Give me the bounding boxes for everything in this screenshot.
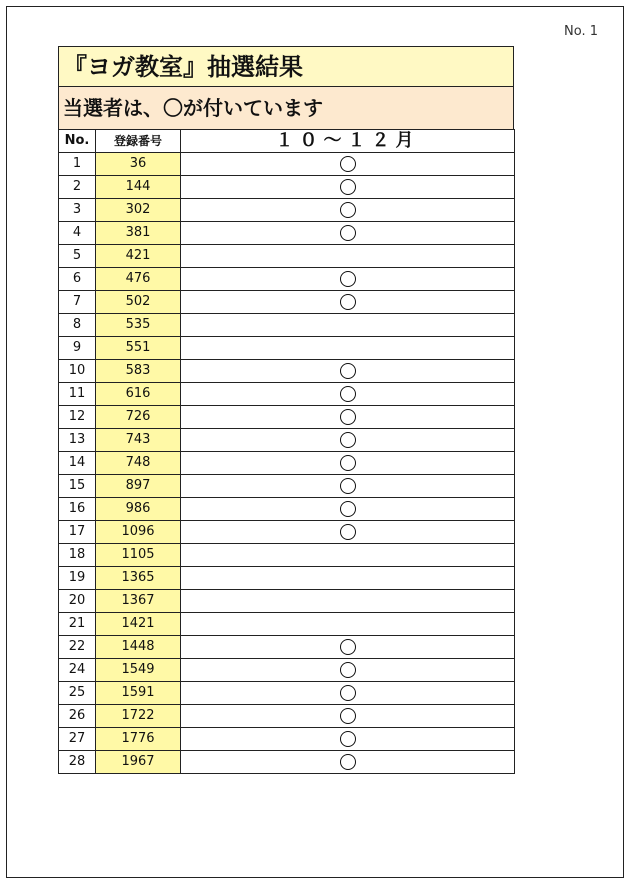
row-no: 26 [59,705,96,728]
result-cell [181,682,515,705]
row-no: 18 [59,544,96,567]
winner-circle-mark [340,501,356,517]
row-no: 8 [59,314,96,337]
row-no: 21 [59,613,96,636]
result-cell [181,268,515,291]
result-cell [181,544,515,567]
winner-circle-mark [340,731,356,747]
row-no: 6 [59,268,96,291]
registration-number: 1549 [96,659,181,682]
table-row [59,268,515,291]
registration-number: 381 [96,222,181,245]
table-row [59,360,515,383]
row-no: 1 [59,153,96,176]
page-number: No. 1 [564,24,598,39]
result-cell [181,360,515,383]
result-cell [181,498,515,521]
table-row [59,429,515,452]
result-cell [181,728,515,751]
registration-number: 1448 [96,636,181,659]
row-no: 12 [59,406,96,429]
registration-number: 986 [96,498,181,521]
winner-circle-mark [340,455,356,471]
table-row [59,291,515,314]
winner-circle-mark [340,363,356,379]
registration-number: 144 [96,176,181,199]
registration-number: 897 [96,475,181,498]
row-no: 5 [59,245,96,268]
table-row [59,728,515,751]
winner-circle-mark [340,478,356,494]
winner-circle-mark [340,685,356,701]
row-no: 10 [59,360,96,383]
row-no: 19 [59,567,96,590]
table-row [59,245,515,268]
registration-number: 1367 [96,590,181,613]
winner-circle-mark [340,432,356,448]
row-no: 4 [59,222,96,245]
header-period: １０～１２月 [181,130,515,153]
table-row [59,705,515,728]
winner-circle-mark [340,294,356,310]
result-cell [181,337,515,360]
table-row [59,475,515,498]
winner-circle-mark [340,271,356,287]
row-no: 27 [59,728,96,751]
result-cell [181,429,515,452]
row-no: 15 [59,475,96,498]
row-no: 16 [59,498,96,521]
result-cell [181,314,515,337]
row-no: 2 [59,176,96,199]
row-no: 28 [59,751,96,774]
result-cell [181,475,515,498]
result-cell [181,406,515,429]
registration-number: 502 [96,291,181,314]
winner-circle-mark [340,225,356,241]
table-row [59,751,515,774]
row-no: 11 [59,383,96,406]
results-body [59,153,515,774]
table-row [59,176,515,199]
registration-number: 1722 [96,705,181,728]
registration-number: 616 [96,383,181,406]
registration-number: 1776 [96,728,181,751]
registration-number: 1421 [96,613,181,636]
table-row [59,682,515,705]
sheet-title: 『ヨガ教室』抽選結果 [58,46,514,86]
registration-number: 551 [96,337,181,360]
table-row [59,636,515,659]
result-cell [181,590,515,613]
result-cell [181,613,515,636]
table-row [59,452,515,475]
header-row [59,130,515,153]
registration-number: 421 [96,245,181,268]
result-cell [181,176,515,199]
lottery-sheet [58,46,514,774]
winner-circle-mark [340,156,356,172]
result-cell [181,245,515,268]
row-no: 13 [59,429,96,452]
registration-number: 302 [96,199,181,222]
table-row [59,590,515,613]
winner-circle-mark [340,179,356,195]
result-cell [181,636,515,659]
row-no: 3 [59,199,96,222]
table-row [59,153,515,176]
results-table [58,129,515,774]
registration-number: 36 [96,153,181,176]
registration-number: 1096 [96,521,181,544]
result-cell [181,383,515,406]
row-no: 17 [59,521,96,544]
result-cell [181,751,515,774]
result-cell [181,199,515,222]
table-row [59,199,515,222]
registration-number: 1365 [96,567,181,590]
table-row [59,383,515,406]
row-no: 14 [59,452,96,475]
table-row [59,498,515,521]
table-row [59,544,515,567]
row-no: 25 [59,682,96,705]
result-cell [181,222,515,245]
table-row [59,567,515,590]
winner-circle-mark [340,639,356,655]
registration-number: 743 [96,429,181,452]
result-cell [181,153,515,176]
result-cell [181,705,515,728]
registration-number: 476 [96,268,181,291]
table-row [59,613,515,636]
row-no: 24 [59,659,96,682]
winner-circle-mark [340,524,356,540]
registration-number: 1591 [96,682,181,705]
winner-circle-mark [340,708,356,724]
row-no: 9 [59,337,96,360]
sheet-subtitle: 当選者は、〇が付いています [58,86,514,129]
registration-number: 726 [96,406,181,429]
row-no: 7 [59,291,96,314]
registration-number: 583 [96,360,181,383]
row-no: 20 [59,590,96,613]
header-no: No. [59,130,96,153]
registration-number: 1105 [96,544,181,567]
table-row [59,314,515,337]
registration-number: 1967 [96,751,181,774]
registration-number: 535 [96,314,181,337]
table-row [59,659,515,682]
result-cell [181,521,515,544]
registration-number: 748 [96,452,181,475]
table-row [59,337,515,360]
table-row [59,521,515,544]
winner-circle-mark [340,662,356,678]
winner-circle-mark [340,754,356,770]
result-cell [181,291,515,314]
result-cell [181,452,515,475]
table-row [59,406,515,429]
winner-circle-mark [340,409,356,425]
winner-circle-mark [340,202,356,218]
winner-circle-mark [340,386,356,402]
result-cell [181,567,515,590]
result-cell [181,659,515,682]
table-row [59,222,515,245]
row-no: 22 [59,636,96,659]
header-registration-number: 登録番号 [96,130,181,153]
